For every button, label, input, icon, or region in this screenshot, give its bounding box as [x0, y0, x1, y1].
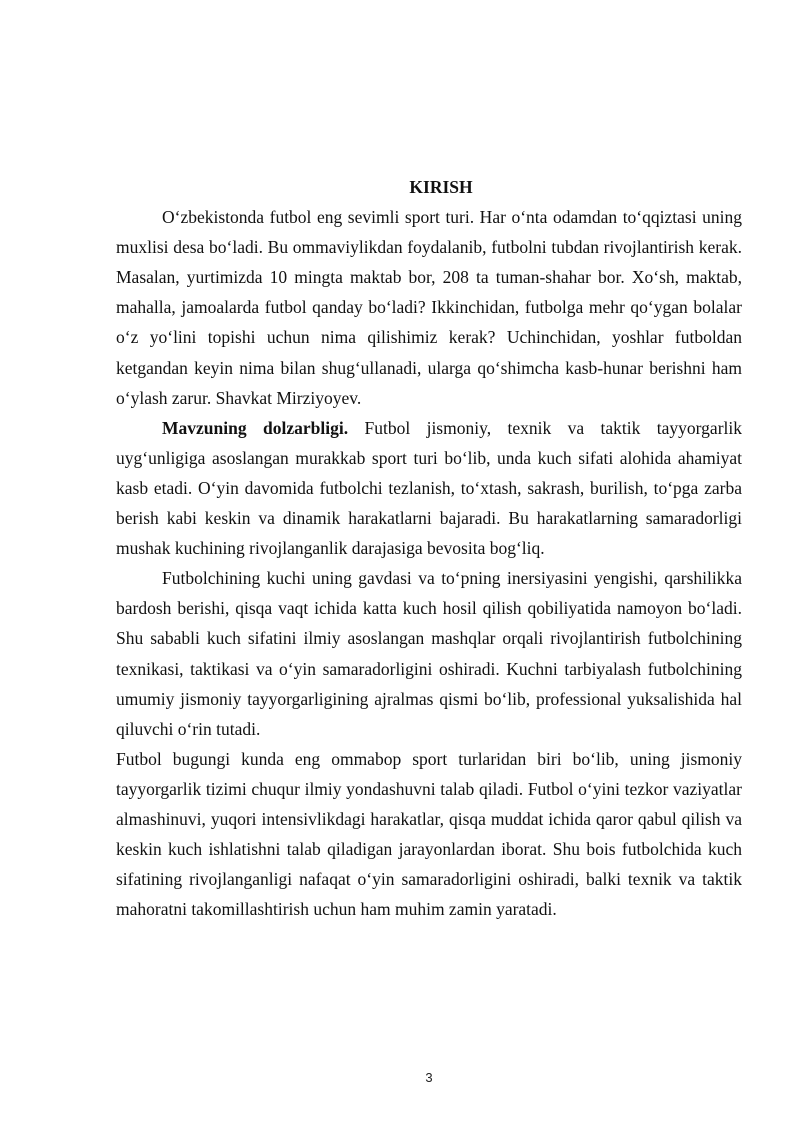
- page-number: 3: [425, 1070, 433, 1085]
- paragraph-relevance: [116, 413, 742, 563]
- paragraph-intro-quote: O‘zbekistonda futbol eng sevimli sport turi. Har o‘nta odamdan to‘qqiztasi uning muxlisi desa bo‘ladi. Bu ommaviylikdan foydalanib, futbolni tubdan rivojlantirish kerak. Masalan, yurtimizda 10 mingta maktab bor, 208 ta tuman-shahar bor. Xo‘sh, maktab, mahalla, jamoalarda futbol qanday bo‘ladi? Ikkinchidan, futbolga mehr qo‘ygan bolalar o‘z yo‘lini topishi uchun nima qilishimiz kerak? Uchinchidan, yoshlar futboldan ketgandan keyin nima bilan shug‘ullanadi, ularga qo‘shimcha kasb-hunar berishni ham o‘ylash zarur. Shavkat Mirziyoyev.: [116, 207, 742, 408]
- paragraph-strength: Futbolchining kuchi uning gavdasi va to‘pning inersiyasini yengishi, qarshilikka bardosh berishi, qisqa vaqt ichida katta kuch hosil qilish qobiliyatida namoyon bo‘ladi. Shu sababli kuch sifatini ilmiy asoslangan mashqlar orqali rivojlantirish futbolchining texnikasi, taktikasi va o‘yin samaradorligini oshiradi. Kuchni tarbiyalash futbolchining umumiy jismoniy tayyorgarligining ajralmas qismi bo‘lib, professional yuksalishida hal qiluvchi o‘rin tutadi.: [116, 568, 742, 739]
- paragraph-lead-bold: Mavzuning dolzarbligi.: [162, 417, 349, 438]
- paragraph-football-today: Futbol bugungi kunda eng ommabop sport turlaridan biri bo‘lib, uning jismoniy tayyorgarlik tizimi chuqur ilmiy yondashuvni talab qiladi. Futbol o‘yini tezkor vaziyatlar almashinuvi, yuqori intensivlikdagi harakatlar, qisqa muddat ichida qaror qabul qilish va keskin kuch ishlatishni talab qiladigan jarayonlardan iborat. Shu bois futbolchida kuch sifatining rivojlanganligi nafaqat o‘yin samaradorligini oshiradi, balki texnik va taktik mahoratni takomillashtirish uchun ham muhim zamin yaratadi.: [116, 748, 742, 920]
- section-heading: KIRISH: [409, 177, 473, 197]
- paragraph-relevance-text: Futbol jismoniy, texnik va taktik tayyorgarlik uyg‘unligiga asoslangan murakkab sport turi bo‘lib, unda kuch sifati alohida ahamiyat kasb etadi. O‘yin davomida futbolchi tezlanish, to‘xtash, sakrash, burilish, to‘pga zarba berish kabi keskin va dinamik harakatlarni bajaradi. Bu harakatlarning samaradorligi mushak kuchining rivojlanganlik darajasiga bevosita bog‘liq.: [116, 417, 743, 559]
- document-body: [116, 172, 742, 924]
